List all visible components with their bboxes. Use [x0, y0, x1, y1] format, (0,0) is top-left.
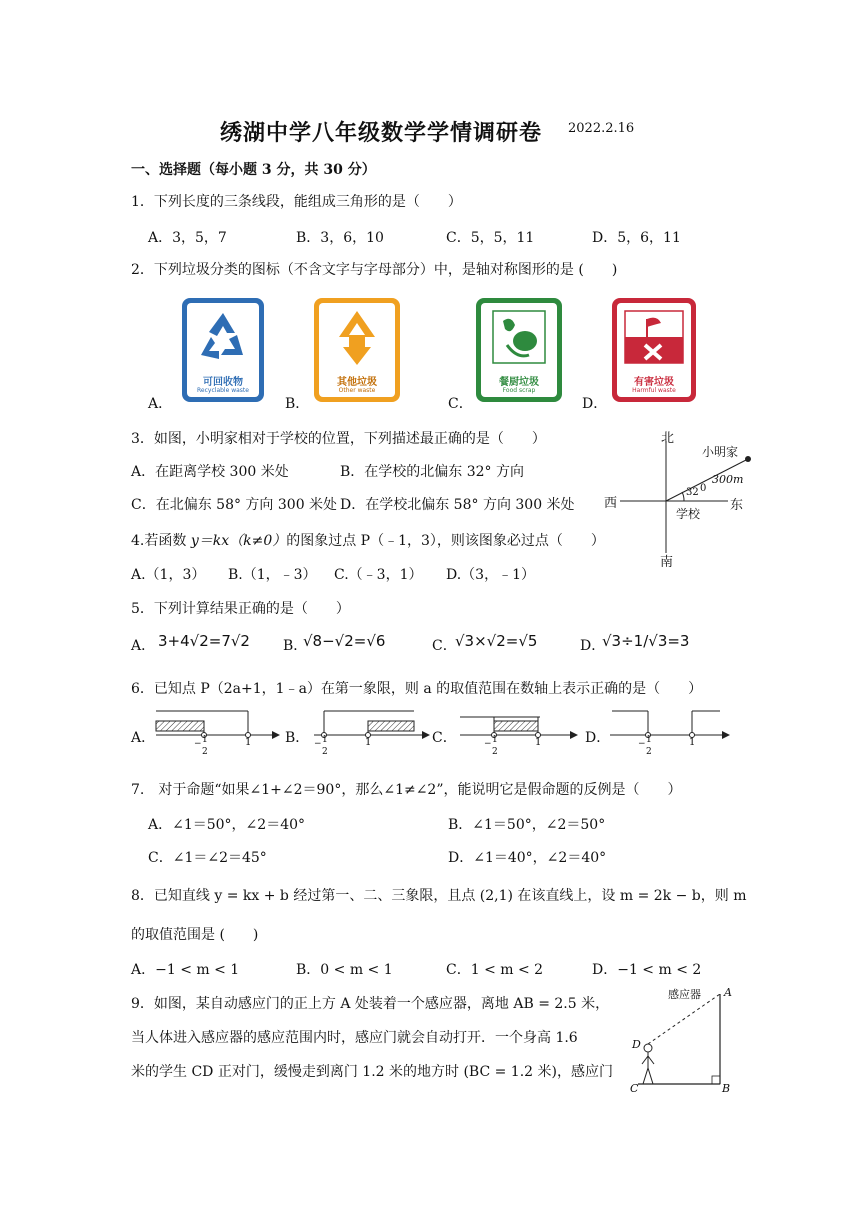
q1-option-d: D．5，6，11	[592, 230, 681, 246]
home-label: 小明家	[702, 445, 739, 459]
number-line-d-graph	[606, 705, 730, 741]
q4-stem-suffix: 的图象过点 P（﹣1，3），则该图象必过点（ ）	[286, 533, 605, 549]
q5-option-a: A．	[131, 638, 156, 654]
tick-neg-sign-a: −	[194, 739, 202, 749]
q1-option-c: C．5，5，11	[446, 230, 535, 246]
q5-expr-a: 3+4√2=7√2	[158, 632, 250, 650]
question-5-stem: 5．下列计算结果正确的是（ ）	[131, 601, 350, 617]
number-line-d	[606, 705, 730, 765]
q7-option-d: D．∠1＝40°，∠2＝40°	[448, 850, 607, 866]
south-label: 南	[660, 555, 674, 570]
q5-expr-b: √8−√2=√6	[303, 632, 386, 650]
section-heading: 一、选择题（每小题 3 分，共 30 分）	[131, 162, 376, 178]
question-9-line-1: 9．如图，某自动感应门的正上方 A 处装着一个感应器，离地 AB = 2.5 米，	[131, 996, 610, 1012]
q2-option-b: B．	[285, 396, 310, 412]
other-waste-sign	[314, 298, 400, 402]
recyclable-caption-en: Recyclable waste	[197, 387, 249, 394]
q5-option-c: C．	[432, 638, 457, 654]
food-scrap-caption-en: Food scrap	[502, 387, 536, 394]
q6-option-b: B．	[285, 730, 310, 746]
recyclable-caption: 可回收物	[203, 377, 243, 388]
tick-neg-half-den-d: 2	[646, 747, 652, 757]
question-9-line-3: 米的学生 CD 正对门，缓慢走到离门 1.2 米的地方时 (BC = 1.2 米)，感应门	[131, 1064, 613, 1080]
tick-one-b: 1	[365, 737, 372, 748]
angle-label-2: 0	[700, 483, 707, 494]
east-label: 东	[730, 498, 744, 513]
school-label: 学校	[676, 507, 701, 521]
q5-option-b: B．	[283, 638, 308, 654]
tick-neg-half-den-a: 2	[202, 747, 208, 757]
recyclable-waste-sign	[182, 298, 264, 402]
north-label: 北	[661, 431, 675, 446]
q5-expr-d: √3÷1/√3=3	[602, 632, 690, 650]
q8-option-c: C．1 < m < 2	[446, 962, 544, 978]
number-line-a-graph	[152, 705, 280, 741]
tick-neg-half-den-b: 2	[322, 747, 328, 757]
tick-neg-half-num-d: 1	[646, 735, 652, 745]
tick-neg-half-num-a: 1	[202, 735, 208, 745]
other-waste-caption: 其他垃圾	[337, 377, 377, 388]
q4-option-b: B.（1，﹣3）	[228, 567, 317, 583]
q8-option-a: A．−1 < m < 1	[131, 962, 240, 978]
q6-option-d: D．	[585, 730, 611, 746]
question-4-stem	[131, 530, 605, 550]
q7-option-b: B．∠1＝50°，∠2＝50°	[448, 817, 606, 833]
q3-option-d: D．在学校北偏东 58° 方向 300 米处	[340, 497, 575, 513]
q4-option-c: C.（﹣3，1）	[334, 567, 423, 583]
sensor-label: 感应器	[668, 988, 701, 1001]
question-3-stem: 3．如图，小明家相对于学校的位置，下列描述最正确的是（ ）	[131, 431, 546, 447]
other-waste-caption-en: Other waste	[338, 387, 376, 394]
angle-label: 32	[686, 487, 699, 498]
q5-option-d: D．	[580, 638, 606, 654]
point-a-label: A	[724, 986, 732, 999]
q3-direction-figure	[598, 425, 758, 570]
food-scrap-sign	[476, 298, 562, 402]
tick-neg-sign-d: −	[638, 739, 646, 749]
point-c-label: C	[630, 1082, 639, 1095]
other-waste-icon	[319, 307, 395, 369]
food-scrap-caption: 餐厨垃圾	[499, 377, 539, 388]
number-line-b-graph	[310, 705, 430, 741]
tick-neg-half-den-c: 2	[492, 747, 498, 757]
tick-one-c: 1	[535, 737, 542, 748]
q3-option-c: C．在北偏东 58° 方向 300 米处	[131, 497, 338, 513]
q9-sensor-figure	[624, 980, 744, 1100]
harmful-caption-en: Harmful waste	[632, 387, 676, 394]
q2-option-d: D．	[582, 396, 608, 412]
tick-one-d: 1	[689, 737, 696, 748]
west-label: 西	[604, 496, 618, 511]
distance-label: 300m	[712, 473, 744, 486]
q1-option-a: A．3，5，7	[148, 230, 227, 246]
q2-option-a: A．	[148, 396, 173, 412]
q8-option-b: B．0 < m < 1	[296, 962, 393, 978]
number-line-c-graph	[456, 705, 578, 741]
number-line-b	[310, 705, 430, 765]
harmful-waste-sign	[612, 298, 696, 402]
q6-option-c: C．	[432, 730, 457, 746]
q1-option-b: B．3，6，10	[296, 230, 384, 246]
question-9-line-2: 当人体进入感应器的感应范围内时，感应门就会自动打开．一个身高 1.6	[131, 1030, 578, 1046]
tick-neg-sign-b: −	[314, 739, 322, 749]
question-2-stem: 2．下列垃圾分类的图标（不含文字与字母部分）中，是轴对称图形的是 ( )	[131, 262, 618, 278]
q8-option-d: D．−1 < m < 2	[592, 962, 702, 978]
q2-option-c: C．	[448, 396, 473, 412]
tick-neg-sign-c: −	[484, 739, 492, 749]
q7-option-a: A．∠1＝50°，∠2＝40°	[148, 817, 306, 833]
tick-neg-half-num-b: 1	[322, 735, 328, 745]
question-8-line-2: 的取值范围是 ( )	[131, 927, 259, 943]
exam-date: 2022.2.16	[568, 121, 635, 136]
point-d-label: D	[632, 1038, 641, 1051]
tick-one-a: 1	[245, 737, 252, 748]
q4-option-d: D.（3，﹣1）	[446, 567, 535, 583]
food-scrap-icon	[481, 307, 557, 369]
exam-title: 绣湖中学八年级数学学情调研卷	[220, 120, 543, 146]
q3-option-a: A．在距离学校 300 米处	[131, 464, 289, 480]
question-8-line-1: 8．已知直线 y = kx + b 经过第一、二、三象限，且点 (2,1) 在该直线上，设 m = 2k − b，则 m	[131, 888, 747, 904]
harmful-icon	[617, 307, 691, 369]
harmful-caption: 有害垃圾	[634, 377, 674, 388]
q6-option-a: A．	[131, 730, 156, 746]
q3-option-b: B．在学校的北偏东 32° 方向	[340, 464, 525, 480]
q7-option-c: C．∠1＝∠2＝45°	[148, 850, 267, 866]
q4-function: y＝kx（k≠0）	[190, 533, 287, 549]
number-line-c	[456, 705, 578, 765]
tick-neg-half-num-c: 1	[492, 735, 498, 745]
point-b-label: B	[722, 1082, 731, 1095]
question-6-stem: 6．已知点 P（2a+1，1﹣a）在第一象限，则 a 的取值范围在数轴上表示正确的是（ ）	[131, 681, 703, 697]
number-line-a	[152, 705, 280, 765]
q5-expr-c: √3×√2=√5	[455, 632, 538, 650]
question-7-stem: 7. 对于命题“如果∠1+∠2＝90°，那么∠1≠∠2”，能说明它是假命题的反例是（ ）	[131, 782, 682, 798]
q4-stem-prefix: 4.若函数	[131, 533, 191, 549]
q4-option-a: A.（1，3）	[131, 567, 206, 583]
question-1-stem: 1．下列长度的三条线段，能组成三角形的是（ ）	[131, 194, 462, 210]
recycle-icon	[187, 307, 259, 369]
